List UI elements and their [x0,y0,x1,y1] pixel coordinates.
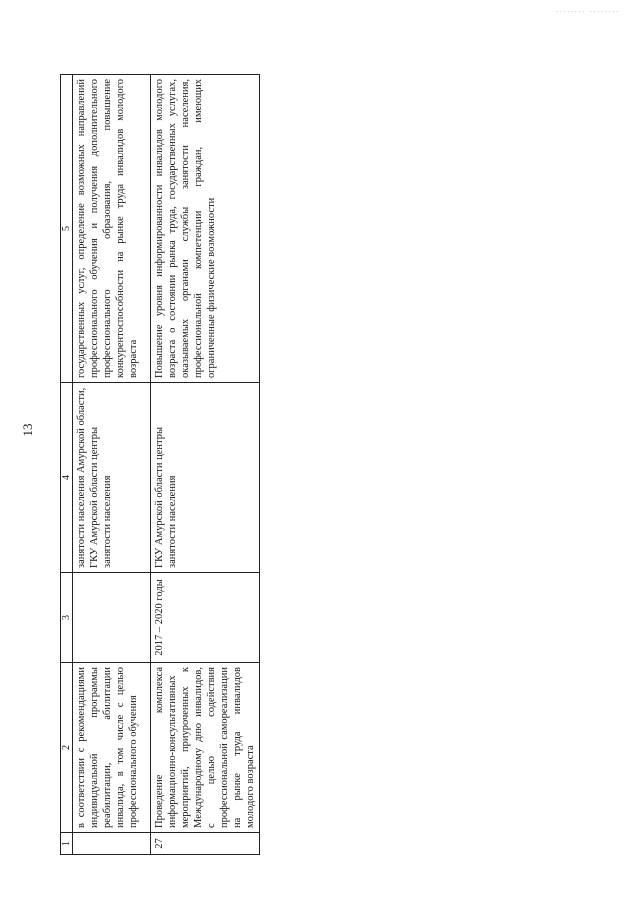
scan-artifacts: ........ ........ [556,6,620,14]
executor-cell: ГКУ Амурской области центры занятости населения [151,383,260,573]
column-header: 5 [61,75,73,383]
table-row [151,75,260,855]
period-cell: 2017 – 2020 годы [151,573,260,663]
column-header: 4 [61,383,73,573]
row-number [73,833,151,855]
row-number: 27 [151,833,260,855]
column-header: 3 [61,573,73,663]
page-number: 13 [20,423,35,437]
event-cell: Проведение комплекса информационно-консультативных мероприятий, приуроченных к Международному дню инвалидов, с целью содействия профессиональной самореализации на рынке труда инвалидов молодого возраста [151,663,260,833]
measures-table [60,74,260,855]
column-header: 2 [61,663,73,833]
result-cell: государственных услуг, определение возможных направлений профессионального обучения и получения дополнительного профессионального образования, повышение конкурентоспособности на рынке труда инвалидов молодого возраста [73,75,151,383]
rotated-table-container [60,75,256,855]
result-cell: Повышение уровня информированности инвалидов молодого возраста о состоянии рынка труда, государственных услугах, оказываемых органами службы занятости населения, профессиональной компетенции граждан, имеющих ограниченные физические возможности [151,75,260,383]
event-cell: в соответствии с рекомендациями индивидуальной программы реабилитации, абилитации инвалида, в том числе с целью профессионального обучения [73,663,151,833]
table-row [73,75,151,855]
column-header: 1 [61,833,73,855]
executor-cell: занятости населения Амурской области, ГКУ Амурской области центры занятости населения [73,383,151,573]
table-header-row [61,75,73,855]
period-cell [73,573,151,663]
